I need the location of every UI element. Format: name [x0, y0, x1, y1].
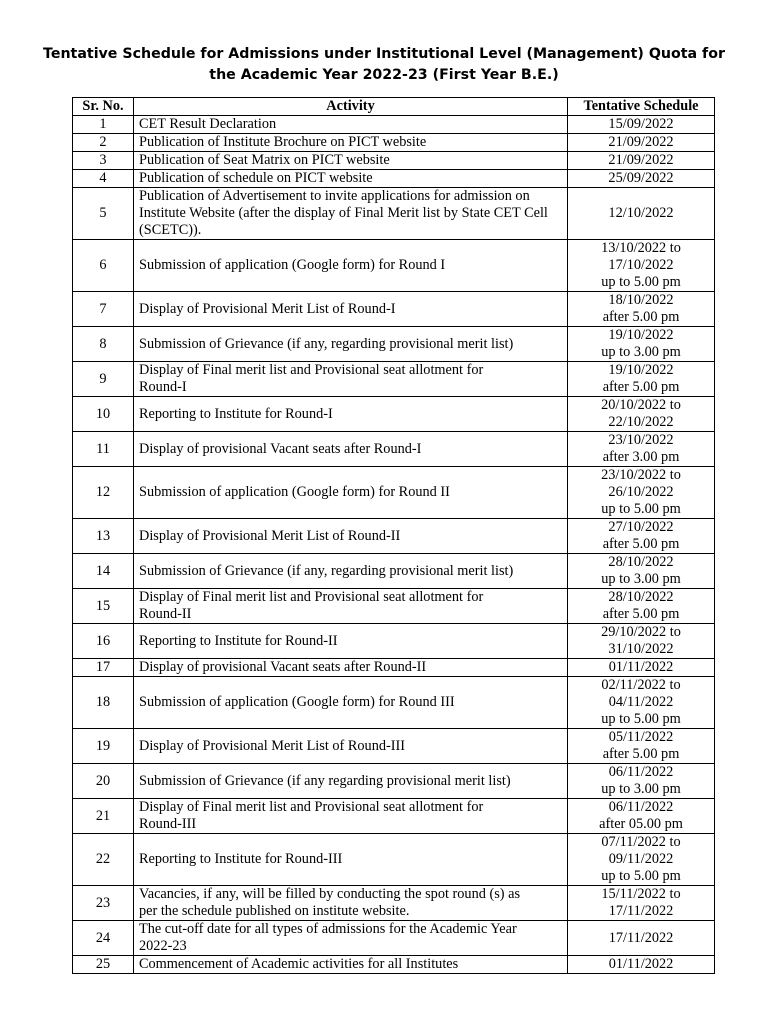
row-activity: Display of provisional Vacant seats after Round-II	[134, 659, 568, 677]
row-schedule: 15/11/2022 to 17/11/2022	[568, 886, 715, 921]
row-schedule: 21/09/2022	[568, 134, 715, 152]
row-activity: Submission of application (Google form) for Round II	[134, 467, 568, 519]
row-schedule: 23/10/2022 to 26/10/2022 up to 5.00 pm	[568, 467, 715, 519]
row-activity: Display of Final merit list and Provisional seat allotment for Round-II	[134, 589, 568, 624]
row-activity: Submission of Grievance (if any, regarding provisional merit list)	[134, 327, 568, 362]
row-activity: Reporting to Institute for Round-III	[134, 834, 568, 886]
table-row	[73, 467, 715, 519]
table-row	[73, 834, 715, 886]
row-activity: Publication of schedule on PICT website	[134, 170, 568, 188]
row-schedule: 05/11/2022 after 5.00 pm	[568, 729, 715, 764]
table-row	[73, 362, 715, 397]
row-schedule: 02/11/2022 to 04/11/2022 up to 5.00 pm	[568, 677, 715, 729]
row-sr-no: 22	[73, 834, 134, 886]
row-schedule: 23/10/2022 after 3.00 pm	[568, 432, 715, 467]
row-sr-no: 16	[73, 624, 134, 659]
row-schedule: 27/10/2022 after 5.00 pm	[568, 519, 715, 554]
row-sr-no: 4	[73, 170, 134, 188]
row-schedule: 01/11/2022	[568, 956, 715, 974]
row-activity: Commencement of Academic activities for all Institutes	[134, 956, 568, 974]
row-schedule: 17/11/2022	[568, 921, 715, 956]
table-row	[73, 188, 715, 240]
table-row	[73, 170, 715, 188]
row-sr-no: 5	[73, 188, 134, 240]
table-row	[73, 886, 715, 921]
row-schedule: 29/10/2022 to 31/10/2022	[568, 624, 715, 659]
row-sr-no: 1	[73, 116, 134, 134]
row-activity: Display of Provisional Merit List of Round-II	[134, 519, 568, 554]
schedule-table	[72, 97, 715, 974]
row-schedule: 15/09/2022	[568, 116, 715, 134]
row-sr-no: 17	[73, 659, 134, 677]
row-schedule: 18/10/2022 after 5.00 pm	[568, 292, 715, 327]
row-sr-no: 6	[73, 240, 134, 292]
table-row	[73, 327, 715, 362]
table-row	[73, 134, 715, 152]
row-sr-no: 3	[73, 152, 134, 170]
row-schedule: 21/09/2022	[568, 152, 715, 170]
header-activity: Activity	[134, 98, 568, 116]
table-row	[73, 292, 715, 327]
table-row	[73, 589, 715, 624]
row-schedule: 06/11/2022 up to 3.00 pm	[568, 764, 715, 799]
row-activity: Submission of Grievance (if any, regarding provisional merit list)	[134, 554, 568, 589]
row-sr-no: 2	[73, 134, 134, 152]
table-row	[73, 240, 715, 292]
row-sr-no: 11	[73, 432, 134, 467]
row-sr-no: 7	[73, 292, 134, 327]
row-activity: CET Result Declaration	[134, 116, 568, 134]
row-schedule: 01/11/2022	[568, 659, 715, 677]
table-row	[73, 677, 715, 729]
row-activity: Submission of Grievance (if any regarding provisional merit list)	[134, 764, 568, 799]
row-schedule: 06/11/2022 after 05.00 pm	[568, 799, 715, 834]
row-sr-no: 18	[73, 677, 134, 729]
row-activity: Submission of application (Google form) for Round I	[134, 240, 568, 292]
table-header	[73, 98, 715, 116]
header-sr-no: Sr. No.	[73, 98, 134, 116]
table-row	[73, 519, 715, 554]
title-line-1: Tentative Schedule for Admissions under Institutional Level (Management) Quota for	[43, 46, 725, 62]
table-row	[73, 921, 715, 956]
row-sr-no: 25	[73, 956, 134, 974]
row-activity: The cut-off date for all types of admissions for the Academic Year 2022-23	[134, 921, 568, 956]
row-schedule: 25/09/2022	[568, 170, 715, 188]
row-activity: Vacancies, if any, will be filled by conducting the spot round (s) as per the schedule published on institute website.	[134, 886, 568, 921]
row-sr-no: 15	[73, 589, 134, 624]
row-sr-no: 9	[73, 362, 134, 397]
row-activity: Display of Provisional Merit List of Round-I	[134, 292, 568, 327]
row-activity: Display of Final merit list and Provisional seat allotment for Round-III	[134, 799, 568, 834]
table-row	[73, 764, 715, 799]
row-schedule: 19/10/2022 after 5.00 pm	[568, 362, 715, 397]
table-row	[73, 729, 715, 764]
row-activity: Submission of application (Google form) for Round III	[134, 677, 568, 729]
row-activity: Publication of Advertisement to invite applications for admission on Institute Website (after the display of Final Merit list by State CET Cell (SCETC)).	[134, 188, 568, 240]
row-schedule: 28/10/2022 after 5.00 pm	[568, 589, 715, 624]
row-activity: Display of Final merit list and Provisional seat allotment for Round-I	[134, 362, 568, 397]
row-sr-no: 23	[73, 886, 134, 921]
row-activity: Display of Provisional Merit List of Round-III	[134, 729, 568, 764]
header-row	[73, 98, 715, 116]
table-row	[73, 659, 715, 677]
table-body	[73, 116, 715, 974]
row-activity: Reporting to Institute for Round-I	[134, 397, 568, 432]
row-sr-no: 10	[73, 397, 134, 432]
row-sr-no: 24	[73, 921, 134, 956]
header-tentative-schedule: Tentative Schedule	[568, 98, 715, 116]
row-sr-no: 12	[73, 467, 134, 519]
row-schedule: 28/10/2022 up to 3.00 pm	[568, 554, 715, 589]
table-row	[73, 397, 715, 432]
row-schedule: 07/11/2022 to 09/11/2022 up to 5.00 pm	[568, 834, 715, 886]
table-row	[73, 152, 715, 170]
row-schedule: 12/10/2022	[568, 188, 715, 240]
table-row	[73, 554, 715, 589]
row-activity: Reporting to Institute for Round-II	[134, 624, 568, 659]
row-sr-no: 21	[73, 799, 134, 834]
table-row	[73, 432, 715, 467]
page-title	[40, 44, 728, 86]
row-sr-no: 8	[73, 327, 134, 362]
row-activity: Display of provisional Vacant seats after Round-I	[134, 432, 568, 467]
table-row	[73, 799, 715, 834]
row-activity: Publication of Institute Brochure on PICT website	[134, 134, 568, 152]
row-sr-no: 20	[73, 764, 134, 799]
table-row	[73, 116, 715, 134]
table-row	[73, 956, 715, 974]
row-sr-no: 14	[73, 554, 134, 589]
table-row	[73, 624, 715, 659]
row-schedule: 19/10/2022 up to 3.00 pm	[568, 327, 715, 362]
row-sr-no: 19	[73, 729, 134, 764]
row-schedule: 20/10/2022 to 22/10/2022	[568, 397, 715, 432]
row-sr-no: 13	[73, 519, 134, 554]
row-schedule: 13/10/2022 to 17/10/2022 up to 5.00 pm	[568, 240, 715, 292]
row-activity: Publication of Seat Matrix on PICT website	[134, 152, 568, 170]
title-line-2: the Academic Year 2022-23 (First Year B.E.)	[209, 67, 559, 83]
